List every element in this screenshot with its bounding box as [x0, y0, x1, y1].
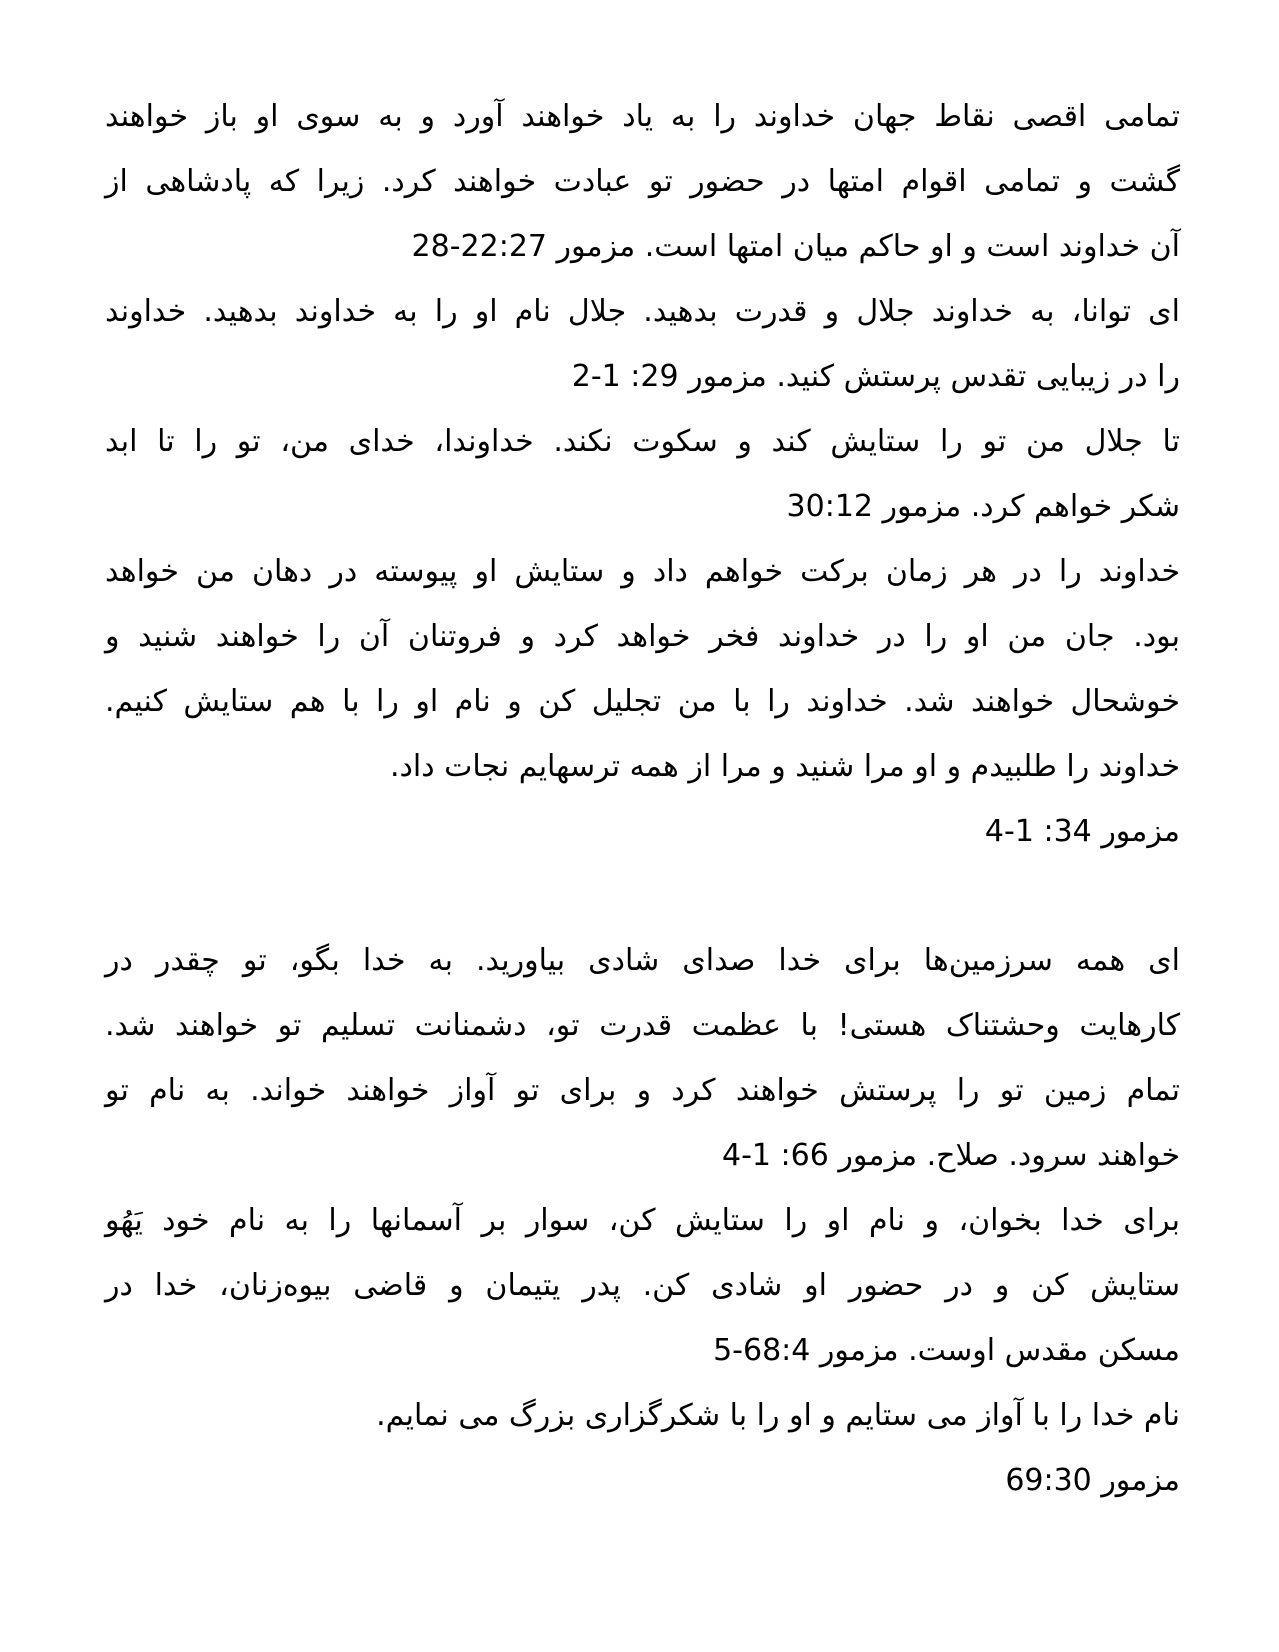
text-line: آن خداوند است و او حاکم میان امتها است. مزمور 22:27-28	[411, 229, 1180, 264]
paragraph-psalm-30	[105, 409, 1180, 539]
text-line: مزمور 34: 1-4	[984, 814, 1180, 849]
text-line: تا جلال من تو را ستایش کند و سکوت نکند. خداوندا، خدای من، تو را تا ابد	[105, 424, 1180, 459]
text-line: خواهند سرود. صلاح. مزمور 66: 1-4	[721, 1138, 1180, 1173]
text-line: تمام زمین تو را پرستش خواهند کرد و برای تو آواز خواهند خواند. به نام تو	[105, 1073, 1180, 1108]
text-line: مسکن مقدس اوست. مزمور 68:4-5	[713, 1333, 1180, 1368]
paragraph-psalm-69	[105, 1383, 1180, 1513]
text-line: گشت و تمامی اقوام امتها در حضور تو عبادت خواهند کرد. زیرا که پادشاهی از	[105, 164, 1180, 199]
text-line: تمامی اقصی نقاط جهان خداوند را به یاد خواهند آورد و به سوی او باز خواهند	[105, 99, 1180, 134]
text-line: کارهایت وحشتناک هستی! با عظمت قدرت تو، دشمنانت تسلیم تو خواهند شد.	[105, 1008, 1180, 1043]
text-line: خداوند را در هر زمان برکت خواهم داد و ستایش او پیوسته در دهان من خواهد	[105, 554, 1180, 589]
paragraph-psalm-29	[105, 279, 1180, 409]
text-line: نام خدا را با آواز می ستایم و او را با شکرگزاری بزرگ می نمایم.	[376, 1398, 1180, 1433]
text-line: بود. جان من او را در خداوند فخر خواهد کرد و فروتنان آن را خواهند شنید و	[105, 619, 1180, 654]
text-line: ستایش کن و در حضور او شادی کن. پدر یتیمان و قاضی بیوه‌زنان، خدا در	[105, 1268, 1180, 1303]
paragraph-psalm-66	[105, 928, 1180, 1188]
text-line: ای توانا، به خداوند جلال و قدرت بدهید. جلال نام او را به خداوند بدهید. خداوند	[105, 294, 1180, 329]
document-body	[105, 84, 1180, 1513]
paragraph-psalm-22	[105, 84, 1180, 279]
text-line: ای همه سرزمین‌ها برای خدا صدای شادی بیاورید. به خدا بگو، تو چقدر در	[105, 943, 1180, 978]
paragraph-psalm-34	[105, 539, 1180, 864]
text-line: خداوند را طلبیدم و او مرا شنید و مرا از همه ترسهایم نجات داد.	[389, 749, 1180, 784]
text-line: شکر خواهم کرد. مزمور 30:12	[786, 489, 1180, 524]
text-line: را در زیبایی تقدس پرستش کنید. مزمور 29: 1-2	[571, 359, 1180, 394]
paragraph-gap	[105, 864, 1180, 928]
text-line: مزمور 69:30	[1005, 1463, 1180, 1498]
paragraph-psalm-68	[105, 1188, 1180, 1383]
text-line: برای خدا بخوان، و نام او را ستایش کن، سوار بر آسمانها را به نام خود یَهُو	[105, 1203, 1180, 1238]
text-line: خوشحال خواهند شد. خداوند را با من تجلیل کن و نام او را با هم ستایش کنیم.	[105, 684, 1180, 719]
